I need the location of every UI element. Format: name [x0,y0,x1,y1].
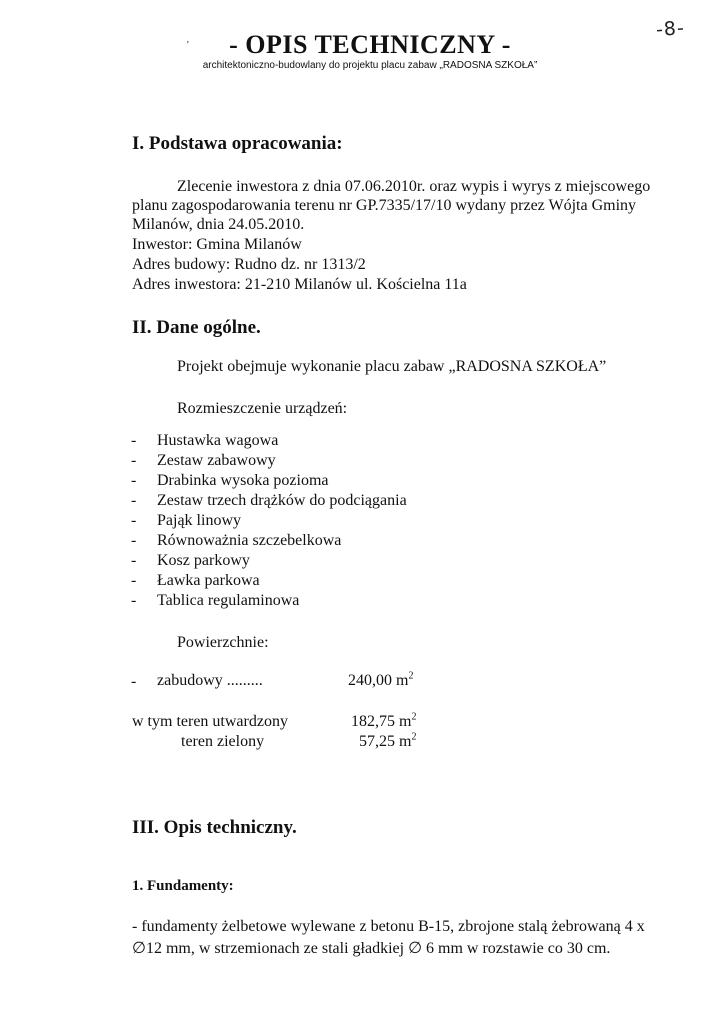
built-area-value: 240,00 $m^2$ [348,670,414,689]
list-bullet: - [131,492,137,509]
list-item: Zestaw zabawowy [157,452,276,469]
scan-speck: ' [187,40,189,51]
document-subtitle: architektoniczno-budowlany do projektu placu zabaw „RADOSNA SZKOŁA” [202,60,538,71]
built-area-label: zabudowy ......... [157,672,263,689]
list-item: Równoważnia szczebelkowa [157,532,342,549]
list-bullet: - [131,432,137,449]
list-item: Zestaw trzech drążków do podciągania [157,492,407,509]
investor-line: Inwestor: Gmina Milanów [132,236,302,253]
list-item: Pająk linowy [157,512,241,529]
foundations-line-2: ∅12 mm, w strzemionach ze stali gładkiej ∅ 6 mm w rozstawie co 30 cm. [132,940,611,957]
list-item: Hustawka wagowa [157,432,279,449]
list-bullet: - [131,532,137,549]
list-item: Drabinka wysoka pozioma [157,472,329,489]
project-scope-line: Projekt obejmuje wykonanie placu zabaw „RADOSNA SZKOŁA” [177,358,607,375]
list-item: Kosz parkowy [157,552,250,569]
build-address-line: Adres budowy: Rudno dz. nr 1313/2 [132,256,366,273]
list-bullet: - [131,512,137,529]
section-3-heading: III. Opis techniczny. [132,817,297,838]
section-2-heading: II. Dane ogólne. [132,317,261,338]
list-bullet: - [131,572,137,589]
list-bullet: - [131,472,137,489]
green-area-label: teren zielony [181,733,265,750]
list-bullet: - [131,673,137,690]
document-title: - OPIS TECHNICZNY - [229,30,511,59]
section-1-heading: I. Podstawa opracowania: [132,133,343,154]
green-area-value: 57,25 $m^2$ [359,731,417,750]
list-bullet: - [131,592,137,609]
list-item: Tablica regulaminowa [157,592,300,609]
section-1-line-2: planu zagospodarowania terenu nr GP.7335/17/10 wydany przez Wójta Gminy [132,197,637,214]
foundations-line-1: - fundamenty żelbetowe wylewane z betonu B-15, zbrojone stalą żebrowaną 4 x [132,918,645,935]
list-item: Ławka parkowa [157,572,260,589]
list-bullet: - [131,552,137,569]
page-number: -8- [655,17,686,41]
section-1-line-3: Milanów, dnia 24.05.2010. [132,216,305,233]
investor-address-line: Adres inwestora: 21-210 Milanów ul. Kościelna 11a [132,276,467,293]
list-bullet: - [131,452,137,469]
devices-heading: Rozmieszczenie urządzeń: [177,400,348,417]
foundations-heading: 1. Fundamenty: [132,878,234,894]
hard-area-value: 182,75 $m^2$ [351,711,417,730]
section-1-line-1: Zlecenie inwestora z dnia 07.06.2010r. oraz wypis i wyrys z miejscowego [177,178,651,195]
areas-heading: Powierzchnie: [177,634,269,651]
hard-area-label: w tym teren utwardzony [132,713,288,730]
